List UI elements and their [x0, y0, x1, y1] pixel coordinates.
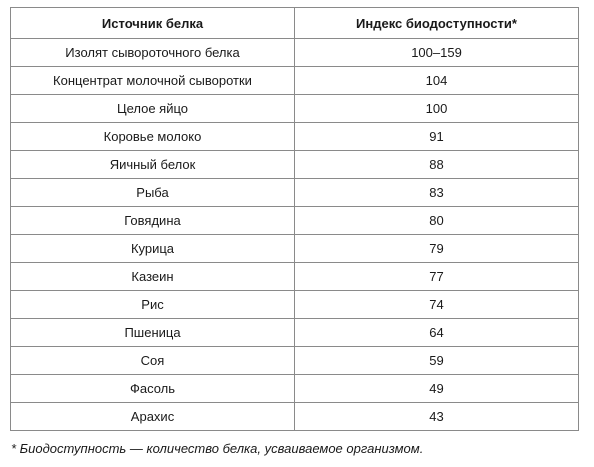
- protein-source-cell: Концентрат молочной сыворотки: [11, 67, 295, 95]
- table-row: [11, 403, 579, 431]
- bioavailability-value-cell: 91: [295, 123, 579, 151]
- protein-source-cell: Говядина: [11, 207, 295, 235]
- column-header-bioavailability-index: Индекс биодоступности*: [295, 8, 579, 39]
- bioavailability-value-cell: 80: [295, 207, 579, 235]
- protein-source-cell: Изолят сывороточного белка: [11, 39, 295, 67]
- protein-source-cell: Арахис: [11, 403, 295, 431]
- table-row: [11, 235, 579, 263]
- bioavailability-value-cell: 77: [295, 263, 579, 291]
- bioavailability-table: [10, 7, 579, 431]
- column-header-protein-source: Источник белка: [11, 8, 295, 39]
- bioavailability-value-cell: 104: [295, 67, 579, 95]
- bioavailability-value-cell: 100–159: [295, 39, 579, 67]
- bioavailability-value-cell: 83: [295, 179, 579, 207]
- table-row: [11, 123, 579, 151]
- protein-source-cell: Курица: [11, 235, 295, 263]
- table-row: [11, 179, 579, 207]
- table-row: [11, 291, 579, 319]
- table-header-row: [11, 8, 579, 39]
- table-row: [11, 95, 579, 123]
- footnote: * Биодоступность — количество белка, усваиваемое организмом.: [11, 441, 424, 456]
- bioavailability-value-cell: 74: [295, 291, 579, 319]
- bioavailability-value-cell: 59: [295, 347, 579, 375]
- protein-source-cell: Рис: [11, 291, 295, 319]
- bioavailability-value-cell: 43: [295, 403, 579, 431]
- protein-source-cell: Соя: [11, 347, 295, 375]
- bioavailability-table-container: [10, 7, 578, 431]
- table-row: [11, 67, 579, 95]
- bioavailability-value-cell: 79: [295, 235, 579, 263]
- protein-source-cell: Рыба: [11, 179, 295, 207]
- table-row: [11, 263, 579, 291]
- protein-source-cell: Яичный белок: [11, 151, 295, 179]
- bioavailability-value-cell: 88: [295, 151, 579, 179]
- protein-source-cell: Целое яйцо: [11, 95, 295, 123]
- bioavailability-value-cell: 64: [295, 319, 579, 347]
- table-row: [11, 375, 579, 403]
- bioavailability-value-cell: 49: [295, 375, 579, 403]
- protein-source-cell: Пшеница: [11, 319, 295, 347]
- table-row: [11, 207, 579, 235]
- protein-source-cell: Казеин: [11, 263, 295, 291]
- table-row: [11, 347, 579, 375]
- protein-source-cell: Коровье молоко: [11, 123, 295, 151]
- protein-source-cell: Фасоль: [11, 375, 295, 403]
- table-row: [11, 151, 579, 179]
- table-row: [11, 39, 579, 67]
- table-row: [11, 319, 579, 347]
- bioavailability-value-cell: 100: [295, 95, 579, 123]
